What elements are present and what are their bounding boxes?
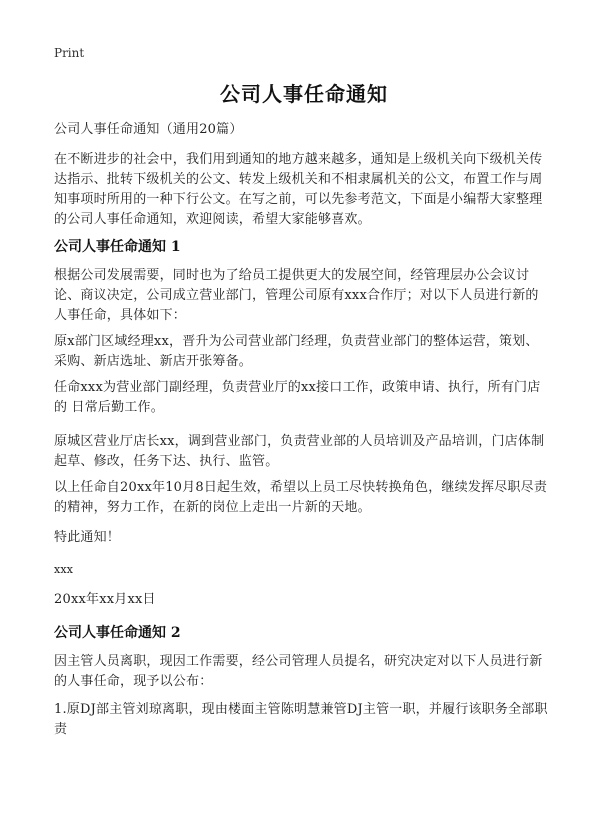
section-1-signature: xxx [54,563,74,576]
document-subtitle: 公司人事任命通知（通用20篇） [54,122,243,137]
section-1-paragraph-5: 以上任命自20xx年10月8日起生效，希望以上员工尽快转换角色，继续发挥尽职尽责的精神，努力工作，在新的岗位上走出一片新的天地。 [54,480,548,515]
intro-paragraph: 在不断进步的社会中，我们用到通知的地方越来越多，通知是上级机关向下级机关传达指示、批转下级机关的公文、转发上级机关和不相隶属机关的公文，布置工作与周知事项时所用的一种下行公文。在写之前，可以先参考范文，下面是小编帮大家整理的公司人事任命通知，欢迎阅读，希望大家能够喜欢。 [54,152,543,227]
section-2-heading: 公司人事任命通知 2 [54,625,181,641]
section-1-paragraph-3: 任命xxx为营业部门副经理，负责营业厅的xx接口工作，政策申请、执行，所有门店的 日常后勤工作。 [54,380,541,415]
section-1-notice: 特此通知！ [54,530,121,545]
section-1-paragraph-4: 原城区营业厅店长xx，调到营业部门，负责营业部的人员培训及产品培训，门店体制起草、修改，任务下达、执行、监管。 [54,434,545,469]
section-1-paragraph-2: 原x部门区域经理xx，晋升为公司营业部门经理，负责营业部门的整体运营，策划、采购、新店选址、新店开张筹备。 [54,334,539,369]
section-1-heading: 公司人事任命通知 1 [54,239,181,255]
section-2-paragraph-1: 因主管人员离职，现因工作需要，经公司管理人员提名，研究决定对以下人员进行新的人事任命，现予以公布： [54,654,543,689]
section-2-paragraph-2: 1.原DJ部主管刘琼离职，现由楼面主管陈明慧兼管DJ主管一职，并履行该职务全部职责 [54,702,548,737]
section-1-paragraph-1: 根据公司发展需要，同时也为了给员工提供更大的发展空间，经管理层办公会议讨论、商议决定，公司成立营业部门，管理公司原有xxx合作厅；对以下人员进行新的人事任命，具体如下： [54,268,539,323]
section-1-date: 20xx年xx月xx日 [54,592,156,607]
document-title: 公司人事任命通知 [220,82,388,106]
print-label[interactable]: Print [54,46,85,60]
